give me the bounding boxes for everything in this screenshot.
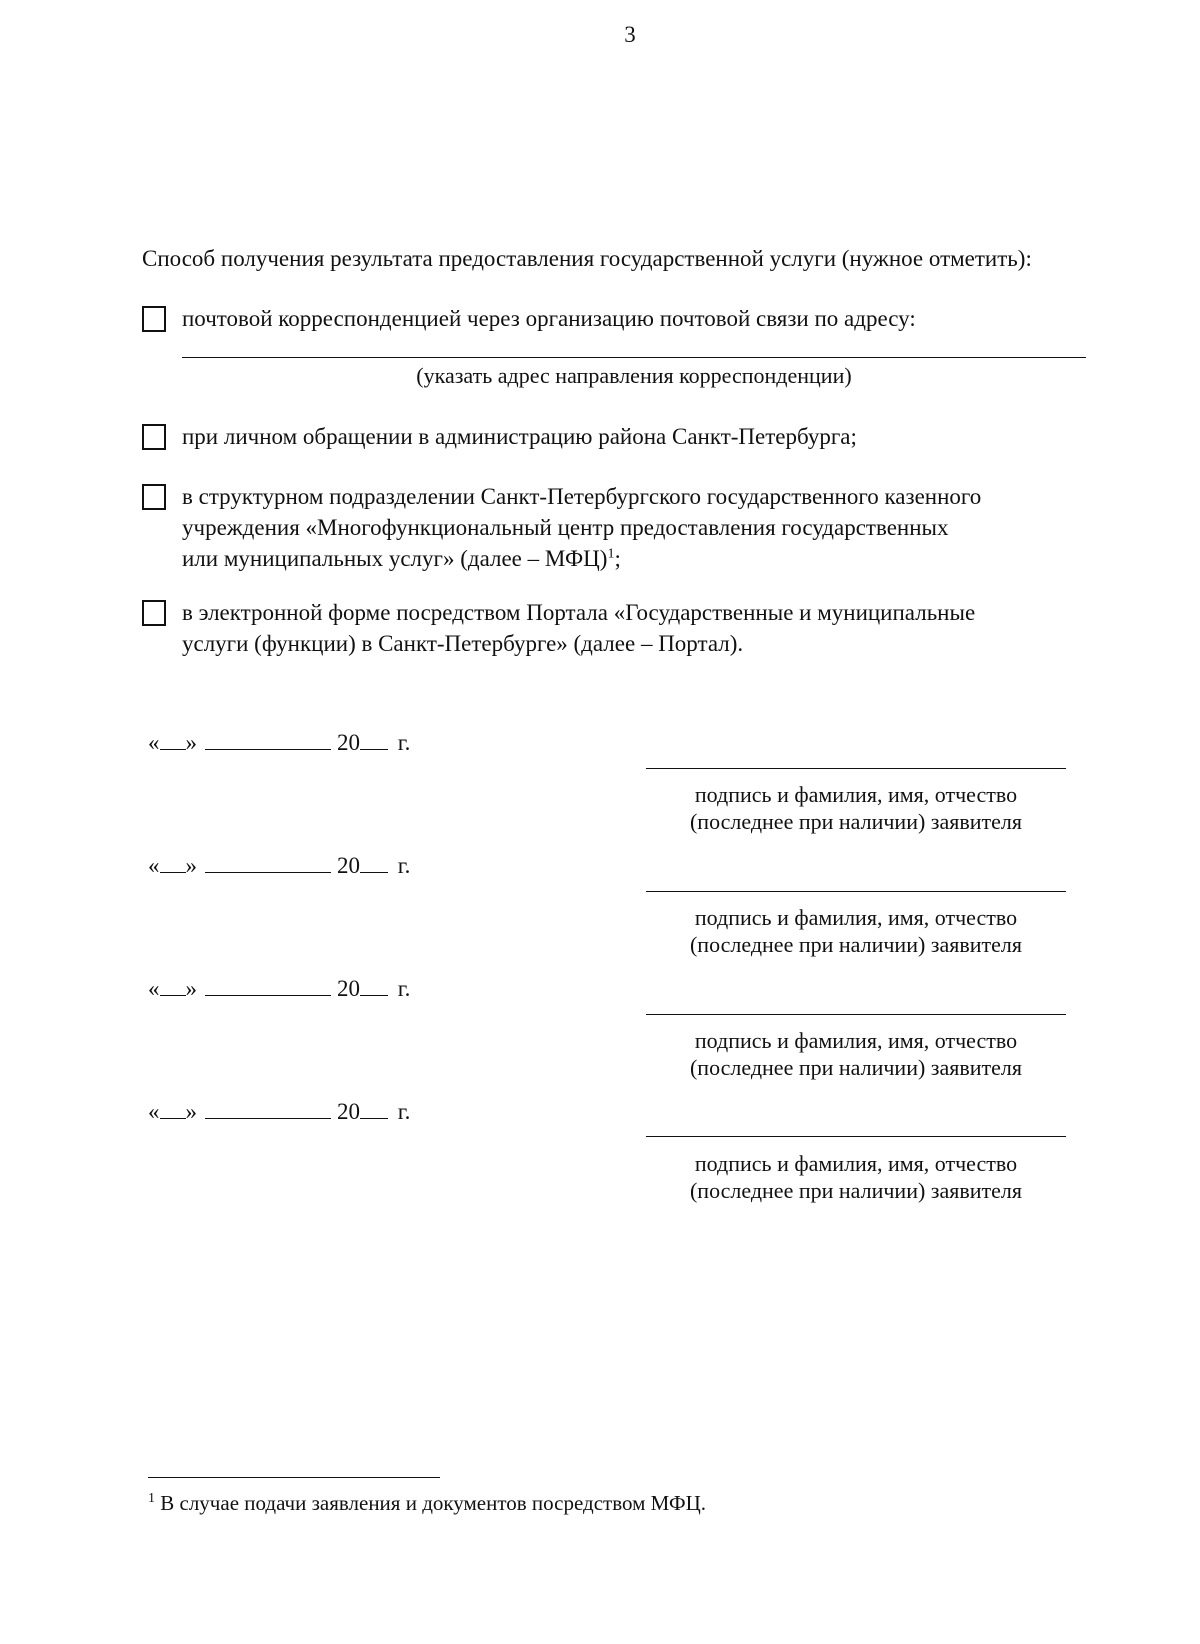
date-field[interactable] bbox=[148, 976, 410, 1002]
option-personal-visit-text bbox=[182, 421, 857, 452]
signature-caption-line2: (последнее при наличии) заявителя bbox=[689, 1055, 1023, 1080]
year-prefix: 20 bbox=[337, 976, 360, 1001]
option-line-text: или муниципальных услуг» (далее – МФЦ) bbox=[182, 546, 608, 571]
month-blank[interactable] bbox=[205, 748, 331, 750]
signature-caption-line1: подпись и фамилия, имя, отчество bbox=[694, 905, 1018, 930]
day-blank[interactable] bbox=[160, 748, 186, 750]
option-line: учреждения «Многофункциональный центр предоставления государственных bbox=[182, 515, 949, 540]
footnote-separator bbox=[148, 1477, 440, 1478]
option-line bbox=[182, 543, 981, 574]
address-caption: (указать адрес направления корреспонденции) bbox=[416, 363, 852, 388]
footnote-number: 1 bbox=[148, 1491, 155, 1506]
day-blank[interactable] bbox=[160, 871, 186, 873]
quote-open: « bbox=[148, 976, 160, 1001]
day-blank[interactable] bbox=[160, 994, 186, 996]
year-suffix: г. bbox=[397, 853, 411, 878]
signature-line[interactable] bbox=[646, 1014, 1066, 1015]
signature-caption bbox=[646, 904, 1066, 958]
option-mfc-text bbox=[182, 481, 981, 574]
year-suffix: г. bbox=[397, 730, 411, 755]
footnote-text: В случае подачи заявления и документов посредством МФЦ. bbox=[155, 1491, 707, 1515]
option-line: при личном обращении в администрацию района Санкт-Петербурга; bbox=[182, 424, 857, 449]
checkbox-mfc[interactable] bbox=[142, 484, 166, 510]
signature-caption-line1: подпись и фамилия, имя, отчество bbox=[694, 1028, 1018, 1053]
month-blank[interactable] bbox=[205, 994, 331, 996]
date-field[interactable] bbox=[148, 1099, 410, 1125]
option-electronic-text bbox=[182, 597, 975, 659]
checkbox-postal[interactable] bbox=[142, 306, 166, 332]
year-blank[interactable] bbox=[360, 748, 388, 750]
option-line: в электронной форме посредством Портала «Государственные и муниципальные bbox=[182, 600, 976, 625]
quote-open: « bbox=[148, 853, 160, 878]
signature-caption-line2: (последнее при наличии) заявителя bbox=[689, 809, 1023, 834]
month-blank[interactable] bbox=[205, 871, 331, 873]
year-suffix: г. bbox=[397, 976, 411, 1001]
signature-caption bbox=[646, 1150, 1066, 1204]
year-blank[interactable] bbox=[360, 994, 388, 996]
year-prefix: 20 bbox=[337, 730, 360, 755]
checkbox-personal-visit[interactable] bbox=[142, 424, 166, 450]
year-blank[interactable] bbox=[360, 871, 388, 873]
signature-caption-line2: (последнее при наличии) заявителя bbox=[689, 1178, 1023, 1203]
signature-caption bbox=[646, 1027, 1066, 1081]
signature-caption-line2: (последнее при наличии) заявителя bbox=[689, 932, 1023, 957]
option-line: услуги (функции) в Санкт-Петербурге» (далее – Портал). bbox=[182, 631, 744, 656]
quote-close: » bbox=[185, 976, 197, 1001]
quote-open: « bbox=[148, 730, 160, 755]
quote-close: » bbox=[185, 730, 197, 755]
quote-open: « bbox=[148, 1099, 160, 1124]
date-field[interactable] bbox=[148, 853, 410, 879]
checkbox-electronic[interactable] bbox=[142, 600, 166, 626]
option-line-tail: ; bbox=[614, 546, 621, 571]
delivery-method-heading: Способ получения результата предоставления государственной услуги (нужное отметить): bbox=[142, 246, 1032, 271]
option-postal-text bbox=[182, 303, 916, 334]
signature-caption bbox=[646, 781, 1066, 835]
quote-close: » bbox=[185, 1099, 197, 1124]
signature-line[interactable] bbox=[646, 1136, 1066, 1137]
option-line: в структурном подразделении Санкт-Петербургского государственного казенного bbox=[182, 484, 982, 509]
signature-line[interactable] bbox=[646, 768, 1066, 769]
footnote-mark: 1 bbox=[607, 546, 615, 562]
year-blank[interactable] bbox=[360, 1117, 388, 1119]
signature-caption-line1: подпись и фамилия, имя, отчество bbox=[694, 1151, 1018, 1176]
footnote bbox=[148, 1491, 706, 1516]
signature-line[interactable] bbox=[646, 891, 1066, 892]
signature-caption-line1: подпись и фамилия, имя, отчество bbox=[694, 782, 1018, 807]
year-suffix: г. bbox=[397, 1099, 411, 1124]
page-number: 3 bbox=[624, 22, 636, 47]
year-prefix: 20 bbox=[337, 1099, 360, 1124]
quote-close: » bbox=[185, 853, 197, 878]
day-blank[interactable] bbox=[160, 1117, 186, 1119]
option-line: почтовой корреспонденцией через организацию почтовой связи по адресу: bbox=[182, 306, 916, 331]
date-field[interactable] bbox=[148, 730, 410, 756]
year-prefix: 20 bbox=[337, 853, 360, 878]
address-input-line[interactable] bbox=[182, 357, 1086, 358]
month-blank[interactable] bbox=[205, 1117, 331, 1119]
